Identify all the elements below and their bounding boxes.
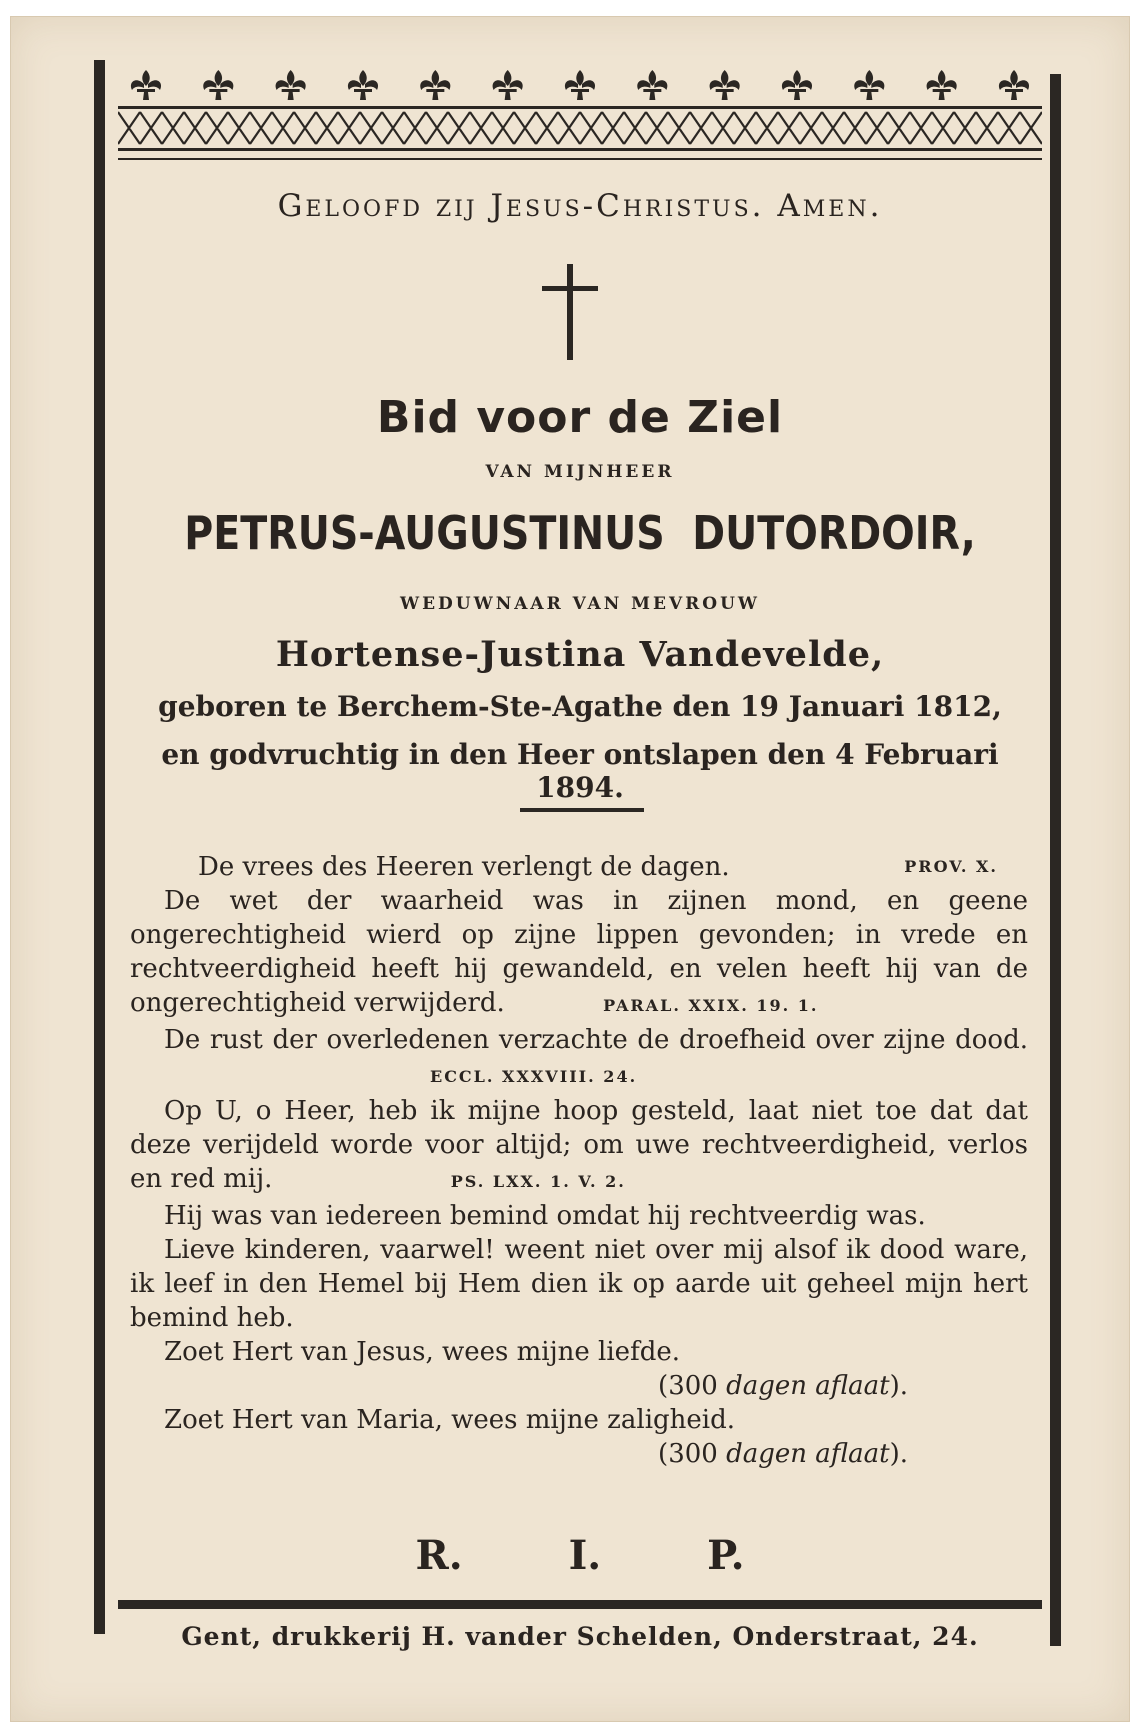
verse-6 bbox=[130, 1233, 1028, 1335]
rip-line bbox=[118, 1532, 1042, 1579]
verse-1 bbox=[130, 850, 1028, 884]
indulgence-word: dagen aflaat bbox=[726, 1439, 890, 1469]
rip-r: R. bbox=[415, 1532, 463, 1579]
verse-8-indulgence bbox=[130, 1437, 1028, 1471]
widower-line: WEDUWNAAR VAN MEVROUW bbox=[399, 594, 760, 614]
verse-3-text: De rust der overledenen verzachte de droefheid over zijne dood. bbox=[164, 1025, 1028, 1055]
bottom-divider bbox=[118, 1600, 1042, 1609]
birth-line: geboren te Berchem-Ste-Agathe den 19 Januari 1812, bbox=[158, 690, 1002, 723]
verse-3 bbox=[130, 1023, 1028, 1094]
cross-icon bbox=[542, 264, 598, 360]
verse-3-ref: ECCL. XXXVIII. 24. bbox=[430, 1067, 638, 1086]
verse-4 bbox=[130, 1094, 1028, 1199]
verse-1-ref: PROV. X. bbox=[904, 857, 998, 876]
verse-7-indulgence bbox=[130, 1369, 1028, 1403]
verse-section bbox=[130, 850, 1028, 1471]
verse-7-text: Zoet Hert van Jesus, wees mijne liefde. bbox=[164, 1337, 680, 1367]
fleur-de-lis-border-ornament bbox=[118, 68, 1042, 164]
indulgence-number: (300 bbox=[658, 1439, 718, 1469]
verse-4-text: Op U, o Heer, heb ik mijne hoop gesteld, laat niet toe dat dat deze verijdeld worde voor altijd; om uwe rechtveerdigheid, verlos en red mij. bbox=[130, 1096, 1028, 1194]
indulgence-close: ). bbox=[889, 1439, 908, 1469]
verse-2 bbox=[130, 884, 1028, 1023]
verse-6-text: Lieve kinderen, vaarwel! weent niet over mij alsof ik dood ware, ik leef in den Hemel bij Hem dien ik op aarde uit geheel mijn hert bemind heb. bbox=[130, 1235, 1028, 1333]
header-blessing: Geloofd zij Jesus-Christus. Amen. bbox=[277, 188, 883, 224]
left-border-bar bbox=[94, 60, 105, 1634]
death-line: en godvruchtig in den Heer ontslapen den 4 Februari 1894. bbox=[161, 738, 999, 804]
indulgence-number: (300 bbox=[658, 1371, 718, 1401]
deceased-name: PETRUS-AUGUSTINUS DUTORDOIR, bbox=[184, 506, 976, 560]
rip-p: P. bbox=[707, 1532, 745, 1579]
verse-8-text: Zoet Hert van Maria, wees mijne zaligheid. bbox=[164, 1405, 736, 1435]
spouse-name: Hortense-Justina Vandevelde, bbox=[275, 634, 885, 675]
van-mijnheer-line: VAN MIJNHEER bbox=[485, 462, 675, 482]
verse-5-text: Hij was van iedereen bemind omdat hij rechtveerdig was. bbox=[164, 1201, 926, 1231]
verse-1-text: De vrees des Heeren verlengt de dagen. bbox=[198, 852, 730, 882]
indulgence-close: ). bbox=[889, 1371, 908, 1401]
verse-2-ref: PARAL. XXIX. 19. 1. bbox=[603, 996, 819, 1015]
prayer-title: Bid voor de Ziel bbox=[376, 392, 784, 443]
short-divider bbox=[520, 808, 644, 812]
verse-8 bbox=[130, 1403, 1028, 1437]
right-border-bar bbox=[1050, 74, 1061, 1646]
verse-2-text: De wet der waarheid was in zijnen mond, en geene ongerechtigheid wierd op zijne lippen gevonden; in vrede en rechtveerdigheid heeft hij gewandeld, en velen heeft hij van de ongerechtigheid verwijderd. bbox=[130, 886, 1028, 1018]
printer-credit: Gent, drukkerij H. vander Schelden, Onderstraat, 24. bbox=[181, 1622, 979, 1651]
verse-4-ref: PS. LXX. 1. V. 2. bbox=[450, 1172, 626, 1191]
verse-7 bbox=[130, 1335, 1028, 1369]
verse-5 bbox=[130, 1199, 1028, 1233]
rip-i: I. bbox=[568, 1532, 602, 1579]
indulgence-word: dagen aflaat bbox=[726, 1371, 890, 1401]
